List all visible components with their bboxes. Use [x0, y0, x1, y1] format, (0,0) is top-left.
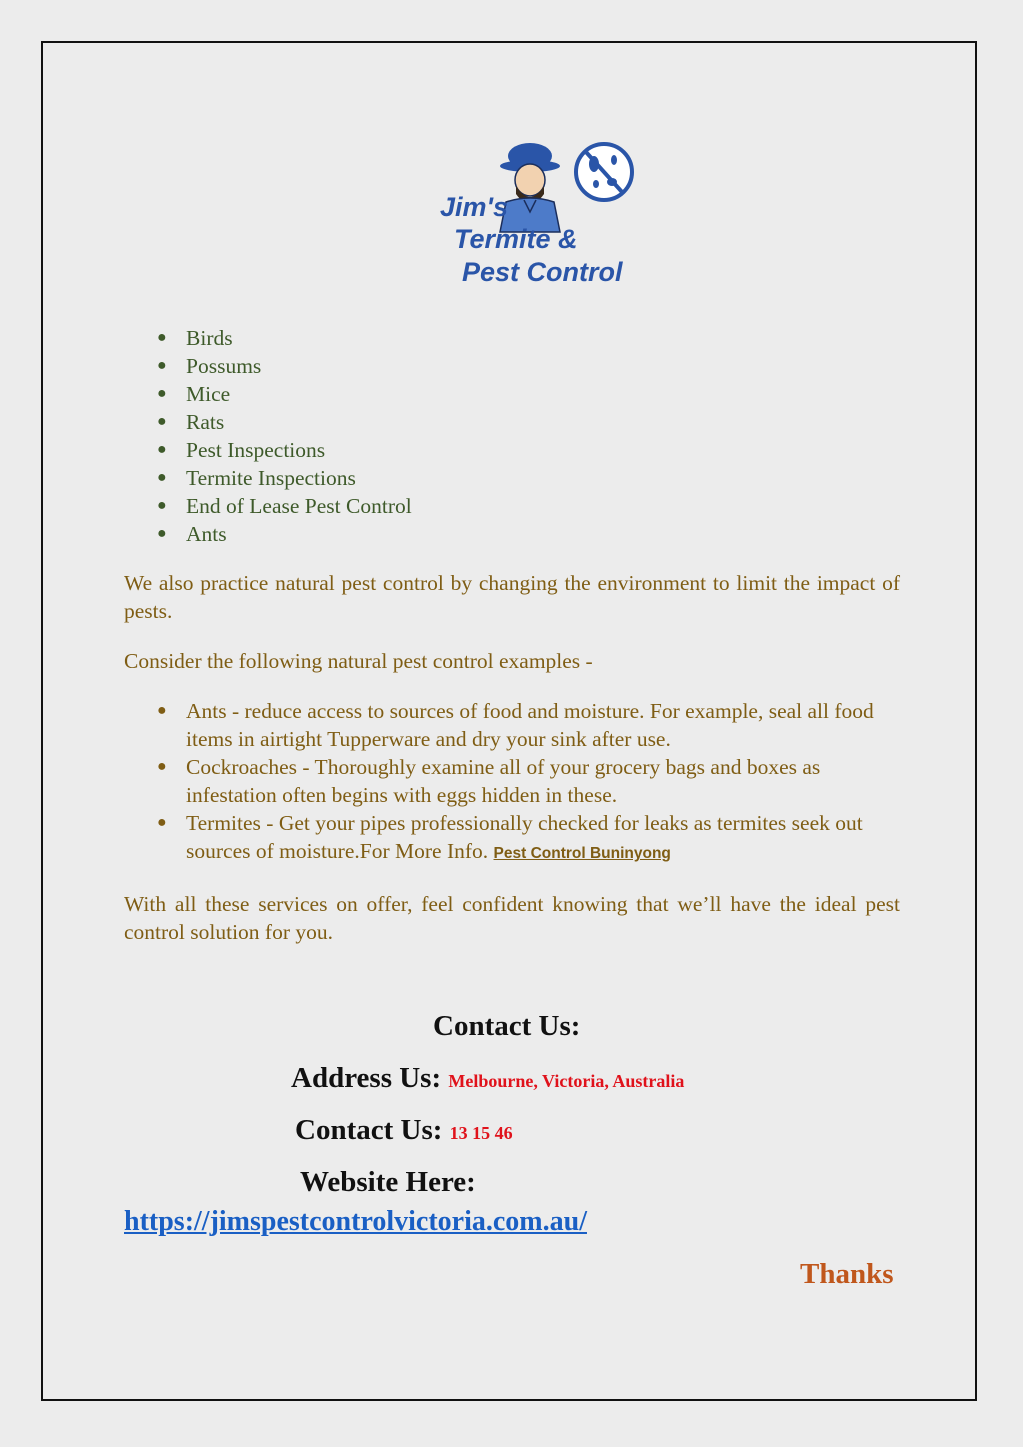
address-label: Address Us: [291, 1062, 442, 1094]
phone-label: Contact Us: [295, 1114, 443, 1146]
list-item [124, 464, 900, 492]
service-label: Mice [186, 382, 231, 406]
logo-line-3: Pest Control [462, 257, 623, 287]
main-content [124, 324, 900, 946]
list-item [124, 324, 900, 352]
more-info-link[interactable]: Pest Control Buninyong [493, 845, 671, 862]
logo-line-1: Jim's [440, 192, 508, 222]
example-text: Ants - reduce access to sources of food and moisture. For example, seal all food items in airtight Tupperware and dry your sink after use. [186, 699, 874, 751]
bullet-icon: ● [157, 497, 167, 514]
website-link[interactable]: https://jimspestcontrolvictoria.com.au/ [124, 1206, 587, 1237]
service-label: Possums [186, 354, 262, 378]
address-row [291, 1062, 684, 1095]
list-item [124, 753, 900, 809]
contact-heading: Contact Us: [433, 1010, 581, 1042]
bullet-icon: ● [157, 413, 167, 430]
examples-list [124, 697, 900, 868]
bullet-icon: ● [157, 441, 167, 458]
examples-intro-paragraph: Consider the following natural pest control examples - [124, 649, 593, 673]
natural-control-paragraph: We also practice natural pest control by changing the environment to limit the impact of pests. [124, 571, 900, 623]
list-item [124, 809, 900, 868]
bullet-icon: ● [157, 758, 167, 775]
thanks-text: Thanks [800, 1258, 894, 1290]
service-label: Ants [186, 522, 227, 546]
bullet-icon: ● [157, 357, 167, 374]
phone-row [295, 1114, 513, 1147]
bullet-icon: ● [157, 525, 167, 542]
example-text: Cockroaches - Thoroughly examine all of your grocery bags and boxes as infestation often begins with eggs hidden in these. [186, 755, 821, 807]
service-label: Birds [186, 326, 233, 350]
address-value: Melbourne, Victoria, Australia [448, 1071, 685, 1091]
closing-paragraph: With all these services on offer, feel confident knowing that we’ll have the ideal pest control solution for you. [124, 892, 900, 944]
jims-termite-pest-control-logo [436, 136, 650, 288]
list-item [124, 408, 900, 436]
service-label: Rats [186, 410, 225, 434]
website-label: Website Here: [300, 1166, 476, 1198]
service-label: Pest Inspections [186, 438, 326, 462]
bullet-icon: ● [157, 814, 167, 831]
example-text: Termites - Get your pipes professionally checked for leaks as termites seek out sources of moisture.For More Info. [186, 811, 863, 863]
bullet-icon: ● [157, 702, 167, 719]
service-label: Termite Inspections [186, 466, 356, 490]
list-item [124, 436, 900, 464]
list-item [124, 697, 900, 753]
bullet-icon: ● [157, 469, 167, 486]
service-label: End of Lease Pest Control [186, 494, 412, 518]
logo-line-2: Termite & [454, 224, 578, 254]
list-item [124, 520, 900, 548]
list-item [124, 492, 900, 520]
list-item [124, 352, 900, 380]
phone-value: 13 15 46 [449, 1123, 513, 1143]
bullet-icon: ● [157, 329, 167, 346]
list-item [124, 380, 900, 408]
services-list [124, 324, 900, 548]
bullet-icon: ● [157, 385, 167, 402]
